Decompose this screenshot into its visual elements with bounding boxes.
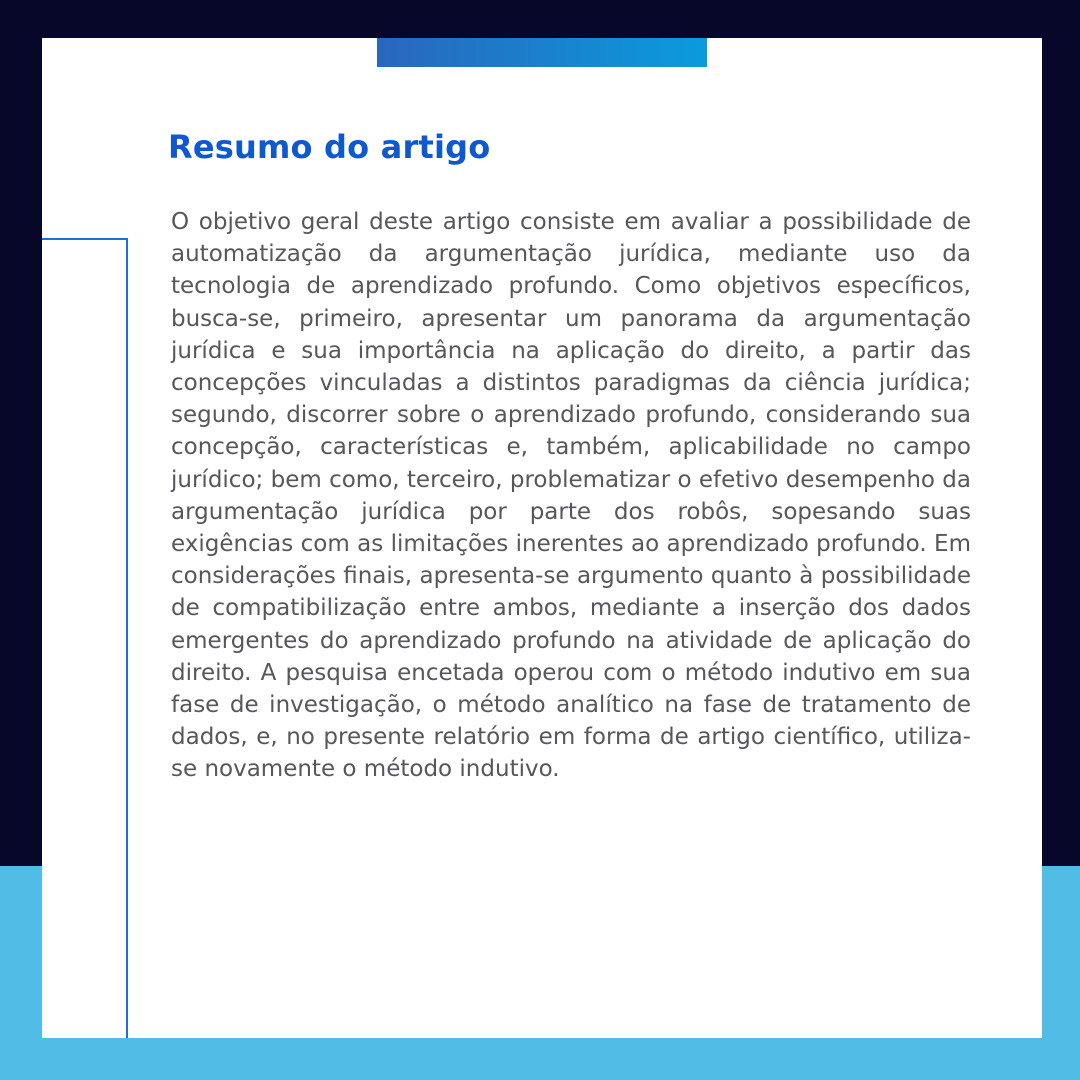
side-accent-line [42, 238, 128, 1038]
top-accent-bar [377, 38, 707, 67]
content-card [42, 38, 1042, 1038]
page-title: Resumo do artigo [168, 128, 491, 166]
abstract-text: O objetivo geral deste artigo consiste em avaliar a possibilidade de automatização da argumentação jurídica, mediante uso da tecnologia de aprendizado profundo. Como objetivos específicos, busca-se, primeiro, apresentar um panorama da argumentação jurídica e sua importância na aplicação do direito, a partir das concepções vinculadas a distintos paradigmas da ciência jurídica; segundo, discorrer sobre o aprendizado profundo, considerando sua concepção, características e, também, aplicabilidade no campo jurídico; bem como, terceiro, problematizar o efetivo desempenho da argumentação jurídica por parte dos robôs, sopesando suas exigências com as limitações inerentes ao aprendizado profundo. Em considerações finais, apresenta-se argumento quanto à possibilidade de compatibilização entre ambos, mediante a inserção dos dados emergentes do aprendizado profundo na atividade de aplicação do direito. A pesquisa encetada operou com o método indutivo em sua fase de investigação, o método analítico na fase de tratamento de dados, e, no presente relatório em forma de artigo científico, utiliza-se novamente o método indutivo. [171, 209, 971, 783]
